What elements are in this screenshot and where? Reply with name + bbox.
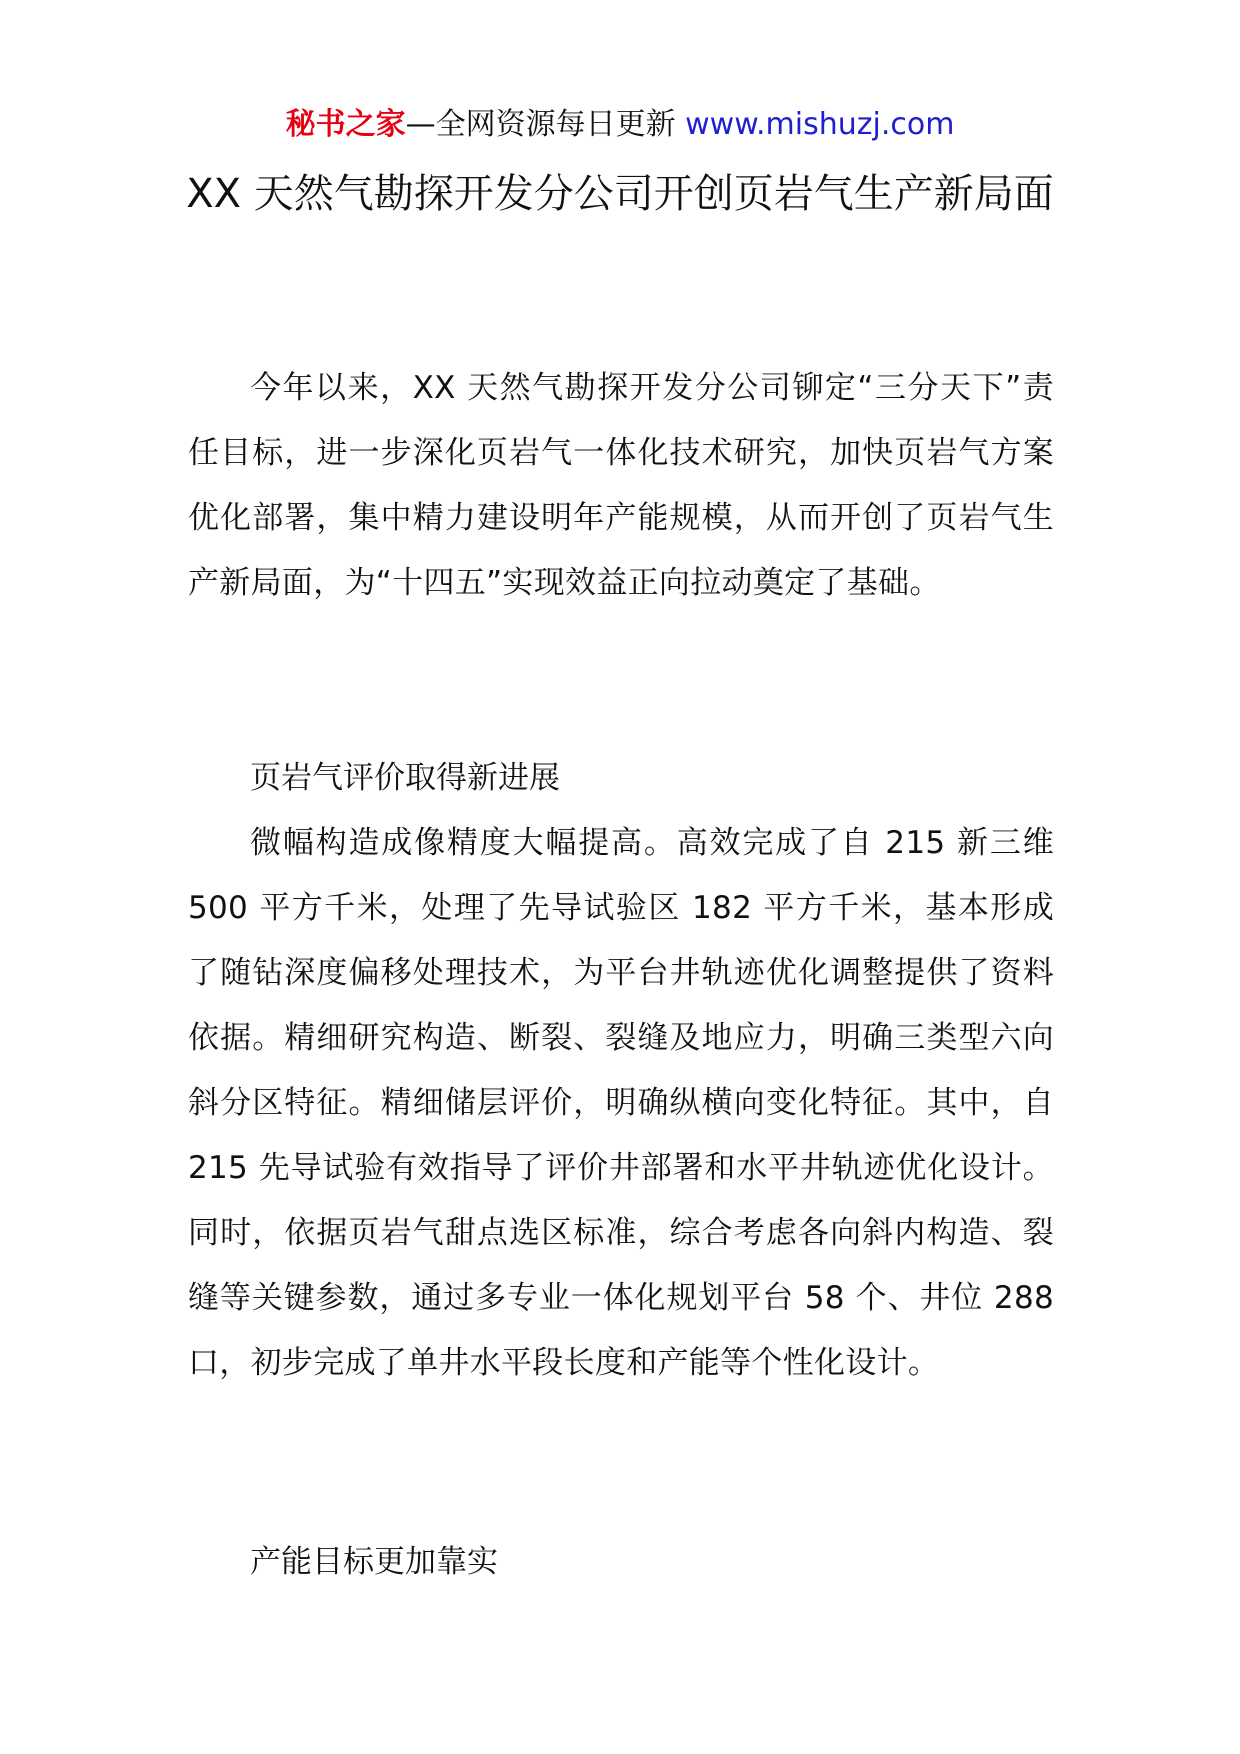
paragraph-intro: 今年以来，XX 天然气勘探开发分公司铆定“三分天下”责任目标，进一步深化页岩气一体化技术研究，加快页岩气方案优化部署，集中精力建设明年产能规模，从而开创了页岩气生产新局面，为“十四五”实现效益正向拉动奠定了基础。 — [188, 370, 1054, 601]
site-brand: 秘书之家 — [285, 107, 406, 142]
paragraph-evaluation: 微幅构造成像精度大幅提高。高效完成了自 215 新三维 500 平方千米，处理了先导试验区 182 平方千米，基本形成了随钻深度偏移处理技术，为平台井轨迹优化调整提供了资料依据。精细研究构造、断裂、裂缝及地应力，明确三类型六向斜分区特征。精细储层评价，明确纵横向变化特征。其中，自 215 先导试验有效指导了评价井部署和水平井轨迹优化设计。同时，依据页岩气甜点选区标准，综合考虑各向斜内构造、裂缝等关键参数，通过多专业一体化规划平台 58 个、井位 288 口，初步完成了单井水平段长度和产能等个性化设计。 — [188, 825, 1054, 1381]
document-title: XX 天然气勘探开发分公司开创页岩气生产新局面 — [186, 171, 1054, 217]
site-slogan: —全网资源每日更新 — [405, 107, 676, 142]
site-url-link[interactable]: www.mishuzj.com — [685, 107, 955, 142]
section-heading-capacity: 产能目标更加靠实 — [250, 1544, 498, 1580]
site-header — [0, 100, 1240, 150]
section-heading-evaluation: 页岩气评价取得新进展 — [250, 760, 560, 796]
